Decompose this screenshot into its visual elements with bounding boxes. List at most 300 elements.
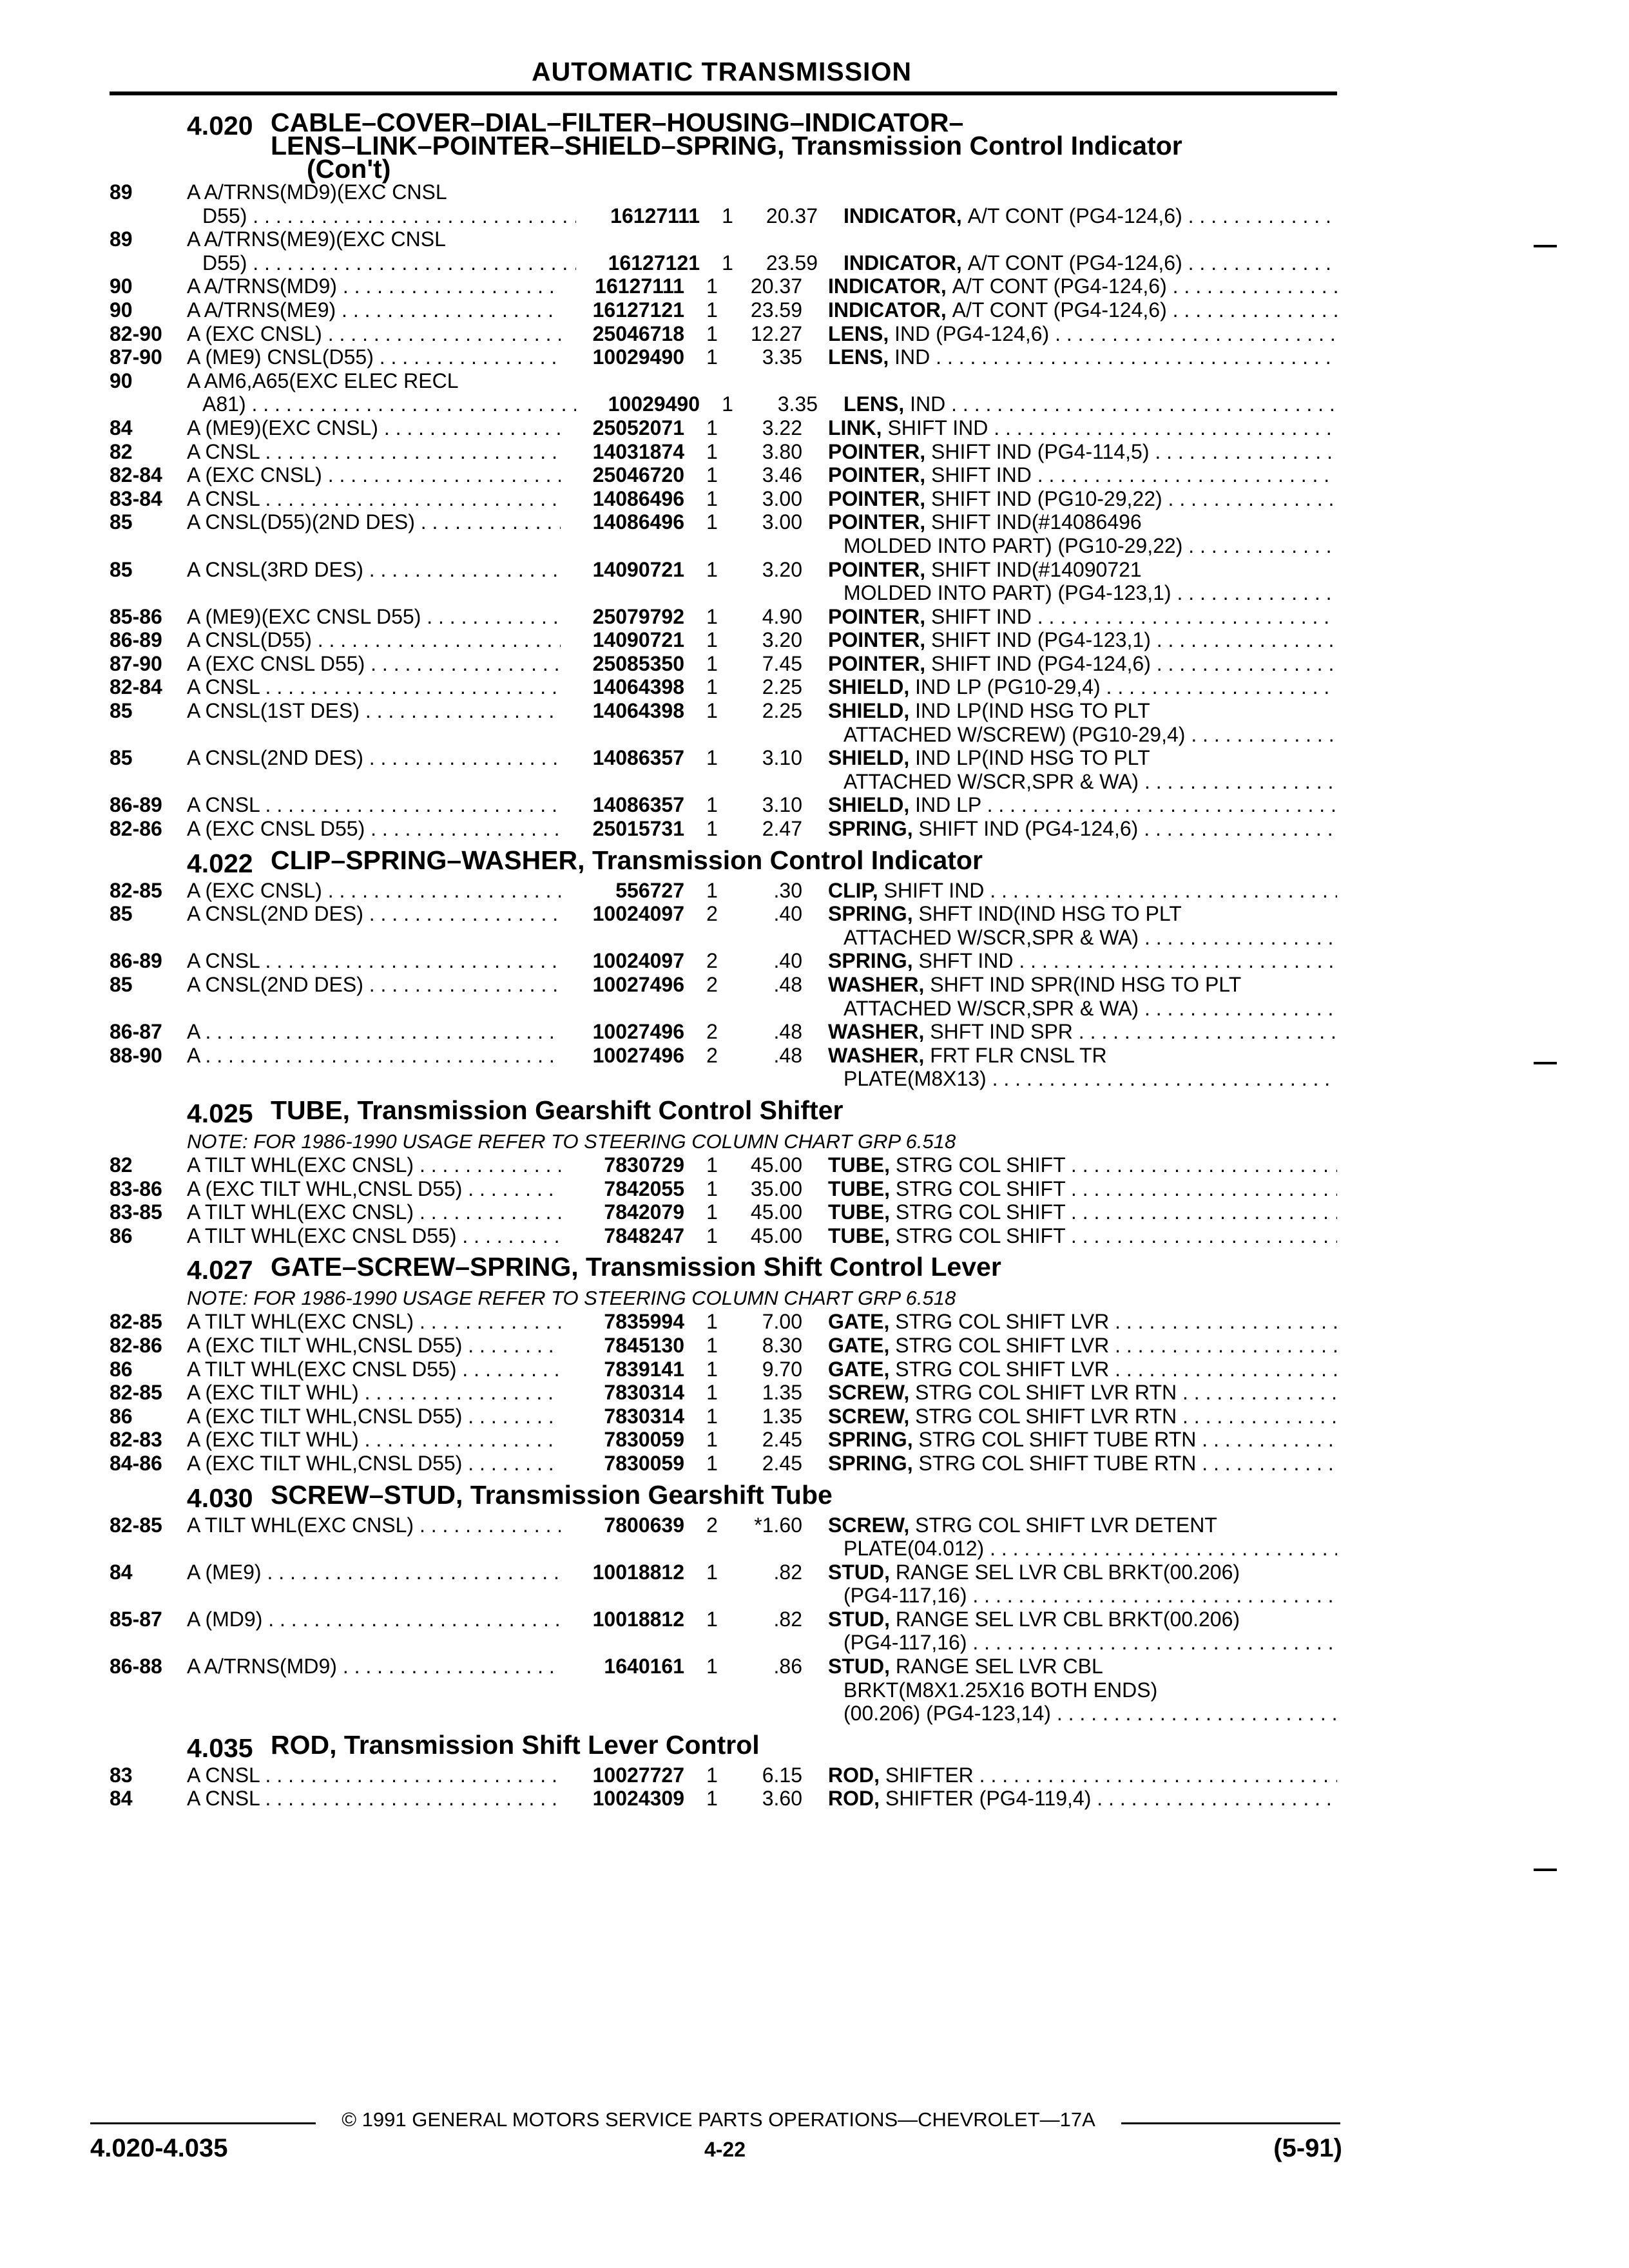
description-text: SHIFTER bbox=[885, 1763, 974, 1787]
table-row bbox=[110, 1561, 1337, 1584]
table-row bbox=[110, 793, 1337, 817]
price: 8.30 bbox=[762, 1333, 802, 1357]
price: 3.00 bbox=[762, 510, 802, 534]
description-noun: INDICATOR, bbox=[828, 298, 952, 322]
description bbox=[828, 1224, 1337, 1248]
table-row bbox=[110, 605, 1337, 629]
quantity bbox=[689, 1631, 735, 1655]
price: 3.22 bbox=[762, 416, 802, 439]
description-noun: STUD, bbox=[828, 1560, 896, 1584]
usage bbox=[187, 770, 561, 794]
part-number: 10027496 bbox=[592, 1043, 684, 1067]
description-noun: TUBE, bbox=[828, 1153, 896, 1177]
price: 2.25 bbox=[762, 699, 802, 723]
description-text: A/T CONT (PG4-124,6) bbox=[952, 274, 1167, 298]
model-years: 86 bbox=[110, 1224, 133, 1247]
model-years: 83-84 bbox=[110, 486, 162, 510]
quantity: 1 bbox=[706, 878, 718, 902]
model-years: 83 bbox=[110, 1763, 133, 1787]
part-number bbox=[561, 534, 689, 558]
part-number: 7830729 bbox=[604, 1153, 684, 1177]
usage bbox=[187, 1631, 561, 1655]
part-number: 14064398 bbox=[592, 699, 684, 723]
description bbox=[828, 1561, 1337, 1584]
quantity: 1 bbox=[706, 675, 718, 699]
table-row bbox=[110, 1631, 1337, 1655]
price: *1.60 bbox=[754, 1513, 802, 1537]
usage: A CNSL . . . bbox=[187, 440, 561, 464]
description-noun: POINTER, bbox=[828, 604, 932, 628]
model-years: 84 bbox=[110, 1787, 133, 1811]
part-number: 16127111 bbox=[610, 204, 700, 227]
price: 3.46 bbox=[762, 463, 802, 487]
model-years: 86-89 bbox=[110, 949, 162, 973]
description-text: IND bbox=[894, 345, 930, 369]
price: 1.35 bbox=[762, 1404, 802, 1428]
model-years bbox=[110, 770, 187, 794]
table-row bbox=[110, 1358, 1337, 1381]
model-years: 85 bbox=[110, 557, 133, 581]
part-number: 10029490 bbox=[608, 392, 700, 416]
margin-mark bbox=[1534, 1869, 1557, 1871]
quantity bbox=[689, 1702, 735, 1725]
description bbox=[828, 605, 1337, 629]
table-row bbox=[110, 1655, 1337, 1678]
price: 20.37 bbox=[766, 204, 818, 227]
description-noun: CLIP, bbox=[828, 878, 884, 902]
price: 23.59 bbox=[750, 298, 802, 322]
usage: A CNSL . . . bbox=[187, 1787, 561, 1811]
description bbox=[828, 1452, 1337, 1475]
table-row bbox=[110, 997, 1337, 1021]
quantity bbox=[689, 1537, 735, 1561]
usage: A (EXC TILT WHL,CNSL D55) . . . bbox=[187, 1405, 561, 1428]
section-title bbox=[271, 1729, 760, 1760]
part-number bbox=[561, 1678, 689, 1702]
model-years bbox=[110, 534, 187, 558]
description-noun: POINTER, bbox=[828, 651, 932, 675]
section-heading bbox=[110, 1479, 1337, 1514]
description bbox=[828, 1334, 1337, 1358]
quantity: 1 bbox=[706, 628, 718, 652]
part-number: 10029490 bbox=[592, 345, 684, 369]
description-text: STRG COL SHIFT TUBE RTN bbox=[918, 1451, 1197, 1475]
header-rule bbox=[110, 91, 1337, 95]
model-years: 87-90 bbox=[110, 651, 162, 675]
footer-date: (5-91) bbox=[1273, 2134, 1342, 2162]
table-row bbox=[110, 1177, 1337, 1201]
model-years bbox=[110, 1631, 187, 1655]
part-number: 7830314 bbox=[604, 1381, 684, 1405]
price: 3.80 bbox=[762, 439, 802, 463]
usage bbox=[187, 534, 561, 558]
section-number: 4.030 bbox=[187, 1483, 253, 1513]
part-number: 10027727 bbox=[592, 1763, 684, 1787]
table-row bbox=[110, 440, 1337, 464]
part-number: 7845130 bbox=[604, 1333, 684, 1357]
description-noun: SPRING, bbox=[828, 949, 919, 973]
description-text: SHIFT IND(#14086496 bbox=[931, 510, 1142, 534]
part-number: 25052071 bbox=[592, 416, 684, 439]
quantity: 1 bbox=[706, 1655, 718, 1678]
description bbox=[828, 510, 1337, 534]
table-row bbox=[110, 1514, 1337, 1537]
description-text: A/T CONT (PG4-124,6) bbox=[967, 251, 1182, 274]
section-number: 4.035 bbox=[187, 1733, 253, 1763]
part-number: 14090721 bbox=[592, 557, 684, 581]
usage: A (ME9)(EXC CNSL) . . . bbox=[187, 416, 561, 440]
usage: A (EXC TILT WHL,CNSL D55) . . . bbox=[187, 1177, 561, 1201]
description bbox=[828, 699, 1337, 723]
section-title-line bbox=[271, 845, 983, 875]
quantity: 1 bbox=[706, 463, 718, 487]
price: 45.00 bbox=[750, 1200, 802, 1224]
table-row bbox=[110, 746, 1337, 770]
description-text: SHIFT IND(#14090721 bbox=[931, 557, 1142, 581]
part-number: 7830314 bbox=[604, 1404, 684, 1428]
description bbox=[828, 463, 1337, 487]
section-heading bbox=[110, 1252, 1337, 1285]
quantity: 2 bbox=[706, 949, 718, 973]
model-years: 86-87 bbox=[110, 1020, 162, 1044]
usage: A TILT WHL(EXC CNSL) . . . bbox=[187, 1200, 561, 1224]
description-noun: SHIELD, bbox=[828, 793, 916, 817]
model-years: 85 bbox=[110, 902, 133, 926]
section-heading bbox=[110, 108, 1337, 184]
price: .86 bbox=[773, 1655, 802, 1678]
price bbox=[735, 1678, 828, 1702]
table-row bbox=[110, 699, 1337, 723]
table-row bbox=[110, 1608, 1337, 1631]
part-number: 7842079 bbox=[604, 1200, 684, 1224]
description-noun: POINTER, bbox=[828, 510, 932, 534]
description-text: STRG COL SHIFT LVR RTN bbox=[915, 1404, 1177, 1428]
description bbox=[828, 770, 1337, 794]
quantity: 1 bbox=[706, 604, 718, 628]
part-number bbox=[561, 997, 689, 1021]
description-text: MOLDED INTO PART) (PG4-123,1) bbox=[843, 581, 1171, 605]
part-number: 25046720 bbox=[592, 463, 684, 487]
description-noun: SHIELD, bbox=[828, 699, 916, 723]
description-text: SHIFT IND bbox=[887, 416, 988, 439]
model-years: 90 bbox=[110, 298, 133, 322]
part-number bbox=[561, 1631, 689, 1655]
description bbox=[828, 879, 1337, 903]
part-number: 10024309 bbox=[592, 1787, 684, 1811]
table-row bbox=[110, 902, 1337, 926]
part-number: 556727 bbox=[615, 878, 684, 902]
part-number: 10018812 bbox=[592, 1560, 684, 1584]
description bbox=[828, 227, 1337, 251]
part-number: 16127111 bbox=[595, 274, 684, 298]
table-row bbox=[110, 817, 1337, 841]
description bbox=[828, 926, 1337, 950]
description-text: IND bbox=[910, 392, 946, 416]
part-number: 25046718 bbox=[592, 322, 684, 345]
description bbox=[828, 1381, 1337, 1405]
description-text: STRG COL SHIFT LVR RTN bbox=[915, 1381, 1177, 1405]
table-row bbox=[110, 558, 1337, 582]
description bbox=[828, 1020, 1337, 1044]
quantity bbox=[689, 723, 735, 747]
description-text: SHFT IND SPR(IND HSG TO PLT bbox=[930, 973, 1242, 996]
model-years: 85-86 bbox=[110, 604, 162, 628]
usage: A CNSL . . . bbox=[187, 949, 561, 973]
quantity: 1 bbox=[706, 793, 718, 817]
price: 12.27 bbox=[750, 322, 802, 345]
usage: A AM6,A65(EXC ELEC RECL bbox=[187, 369, 459, 392]
model-years: 82-90 bbox=[110, 322, 162, 345]
price bbox=[735, 1702, 828, 1725]
description-noun: LENS, bbox=[843, 392, 911, 416]
quantity: 1 bbox=[706, 298, 718, 322]
part-number bbox=[561, 723, 689, 747]
usage: A A/TRNS(ME9) . . . bbox=[187, 298, 561, 322]
part-number: 16127121 bbox=[592, 298, 684, 322]
description-noun: SPRING, bbox=[828, 1451, 919, 1475]
usage bbox=[187, 723, 561, 747]
usage bbox=[187, 1584, 561, 1608]
quantity: 1 bbox=[706, 699, 718, 723]
description bbox=[828, 1177, 1337, 1201]
table-row bbox=[110, 973, 1337, 997]
price: 45.00 bbox=[750, 1224, 802, 1247]
model-years: 83-85 bbox=[110, 1200, 162, 1224]
table-row bbox=[110, 1020, 1337, 1044]
quantity bbox=[689, 997, 735, 1021]
description-text: SHIFT IND (PG4-123,1) bbox=[931, 628, 1151, 652]
section-number: 4.025 bbox=[187, 1098, 253, 1128]
price bbox=[735, 1067, 828, 1091]
part-number: 10018812 bbox=[592, 1607, 684, 1631]
model-years: 82-86 bbox=[110, 817, 162, 841]
model-years: 82-84 bbox=[110, 675, 162, 699]
part-number bbox=[561, 1584, 689, 1608]
section-title-parts: LENS–LINK–POINTER–SHIELD–SPRING, bbox=[271, 131, 792, 160]
price bbox=[735, 1537, 828, 1561]
usage: A81) . . . bbox=[187, 392, 576, 416]
part-number: 14090721 bbox=[592, 628, 684, 652]
price bbox=[735, 1631, 828, 1655]
description-noun: POINTER, bbox=[828, 557, 932, 581]
description-text: SHFT IND bbox=[918, 949, 1014, 973]
table-row bbox=[110, 416, 1337, 440]
section-title-line bbox=[271, 1095, 843, 1125]
price: 3.60 bbox=[762, 1787, 802, 1811]
part-number bbox=[561, 1537, 689, 1561]
section-number: 4.022 bbox=[187, 848, 253, 878]
part-number bbox=[561, 770, 689, 794]
description-noun: WASHER, bbox=[828, 1020, 930, 1044]
usage: A (EXC CNSL D55) . . . bbox=[187, 817, 561, 841]
usage: A (ME9) CNSL(D55) . . . bbox=[187, 345, 561, 369]
usage: A (EXC TILT WHL,CNSL D55) . . . bbox=[187, 1452, 561, 1475]
price: 4.90 bbox=[762, 604, 802, 628]
table-row bbox=[110, 1044, 1337, 1068]
price: 20.37 bbox=[750, 274, 802, 298]
description-text: SHIFT IND (PG4-124,6) bbox=[931, 651, 1151, 675]
description bbox=[828, 558, 1337, 582]
part-number bbox=[561, 1067, 689, 1091]
usage: A CNSL(1ST DES) . . . bbox=[187, 699, 561, 723]
description-noun: INDICATOR, bbox=[843, 251, 968, 274]
usage: A TILT WHL(EXC CNSL D55) . . . bbox=[187, 1224, 561, 1248]
model-years: 82 bbox=[110, 439, 133, 463]
description-text: IND LP(IND HSG TO PLT bbox=[915, 699, 1150, 723]
table-row bbox=[110, 1678, 1337, 1702]
price: 3.10 bbox=[762, 793, 802, 817]
model-years bbox=[110, 1537, 187, 1561]
part-number bbox=[561, 926, 689, 950]
part-number: 10027496 bbox=[592, 1020, 684, 1044]
description-text: IND LP(IND HSG TO PLT bbox=[915, 746, 1150, 770]
table-row bbox=[110, 770, 1337, 794]
price: 3.10 bbox=[762, 746, 802, 770]
quantity: 1 bbox=[706, 1153, 718, 1177]
quantity: 1 bbox=[706, 1560, 718, 1584]
quantity: 1 bbox=[706, 1787, 718, 1811]
quantity: 1 bbox=[706, 746, 718, 770]
price: 7.45 bbox=[762, 651, 802, 675]
quantity: 1 bbox=[706, 1333, 718, 1357]
section-title-parts: GATE–SCREW–SPRING, bbox=[271, 1252, 586, 1282]
model-years: 85 bbox=[110, 510, 133, 534]
description-noun: SPRING, bbox=[828, 817, 919, 841]
description bbox=[828, 1608, 1337, 1631]
quantity bbox=[689, 534, 735, 558]
model-years: 86 bbox=[110, 1357, 133, 1381]
price: 3.35 bbox=[777, 392, 818, 416]
part-number bbox=[561, 180, 689, 204]
usage: A (EXC TILT WHL,CNSL D55) . . . bbox=[187, 1334, 561, 1358]
table-row bbox=[110, 1584, 1337, 1608]
description bbox=[828, 1537, 1337, 1561]
table-row bbox=[110, 1702, 1337, 1725]
table-row bbox=[110, 652, 1337, 676]
section-title-description: Transmission Shift Control Lever bbox=[586, 1252, 1001, 1282]
section-title-description: Transmission Control Indicator bbox=[791, 131, 1182, 160]
quantity: 1 bbox=[722, 251, 733, 274]
quantity: 1 bbox=[706, 1177, 718, 1200]
model-years: 87-90 bbox=[110, 345, 162, 369]
usage: A CNSL . . . bbox=[187, 487, 561, 511]
quantity: 1 bbox=[706, 1428, 718, 1452]
description bbox=[828, 949, 1337, 973]
usage: A CNSL . . . bbox=[187, 675, 561, 699]
quantity: 1 bbox=[706, 1310, 718, 1334]
model-years bbox=[110, 204, 187, 228]
part-number: 14086496 bbox=[592, 510, 684, 534]
description-text: STRG COL SHIFT LVR bbox=[895, 1333, 1110, 1357]
quantity: 1 bbox=[722, 204, 733, 227]
description-noun: SPRING, bbox=[828, 1428, 919, 1452]
description-noun: SCREW, bbox=[828, 1404, 916, 1428]
part-number: 7848247 bbox=[604, 1224, 684, 1247]
description-text: ATTACHED W/SCREW) (PG10-29,4) bbox=[843, 722, 1186, 746]
price: 45.00 bbox=[750, 1153, 802, 1177]
description-noun: STUD, bbox=[828, 1607, 896, 1631]
description-noun: ROD, bbox=[828, 1763, 885, 1787]
description-text: STRG COL SHIFT LVR bbox=[895, 1357, 1110, 1381]
description bbox=[828, 440, 1337, 464]
quantity: 1 bbox=[706, 416, 718, 439]
footer-section-range: 4.020-4.035 bbox=[90, 2134, 228, 2162]
quantity bbox=[689, 1067, 735, 1091]
usage: A CNSL(D55)(2ND DES) . . . bbox=[187, 510, 561, 534]
model-years: 84-86 bbox=[110, 1451, 162, 1475]
part-number bbox=[561, 581, 689, 605]
description-text: (PG4-117,16) bbox=[843, 1631, 967, 1655]
part-number: 10027496 bbox=[592, 973, 684, 996]
price: 2.47 bbox=[762, 817, 802, 841]
quantity: 1 bbox=[706, 817, 718, 841]
model-years: 86-88 bbox=[110, 1655, 162, 1678]
description-text: SHIFT IND (PG4-124,6) bbox=[918, 817, 1139, 841]
table-row bbox=[110, 1224, 1337, 1248]
usage bbox=[187, 581, 561, 605]
usage: A A/TRNS(MD9)(EXC CNSL bbox=[187, 180, 447, 204]
usage bbox=[187, 1678, 561, 1702]
part-number: 25079792 bbox=[592, 604, 684, 628]
usage: A CNSL(2ND DES) . . . bbox=[187, 746, 561, 770]
part-number bbox=[561, 227, 689, 251]
section-title-description: Transmission Shift Lever Control bbox=[343, 1729, 760, 1760]
model-years: 85-87 bbox=[110, 1607, 162, 1631]
description-noun: LINK, bbox=[828, 416, 888, 439]
description-noun: INDICATOR, bbox=[828, 274, 952, 298]
table-row bbox=[110, 879, 1337, 903]
quantity bbox=[689, 369, 735, 393]
model-years bbox=[110, 723, 187, 747]
usage: A TILT WHL(EXC CNSL D55) . . . bbox=[187, 1358, 561, 1381]
description-text: BRKT(M8X1.25X16 BOTH ENDS) bbox=[843, 1678, 1158, 1702]
quantity bbox=[689, 180, 735, 204]
description-noun: GATE, bbox=[828, 1310, 896, 1334]
part-number: 7830059 bbox=[604, 1451, 684, 1475]
price: 3.20 bbox=[762, 557, 802, 581]
price: .48 bbox=[773, 1043, 802, 1067]
table-row bbox=[110, 392, 1337, 416]
description-noun: GATE, bbox=[828, 1333, 896, 1357]
price: .82 bbox=[773, 1607, 802, 1631]
usage: A (ME9)(EXC CNSL D55) . . . bbox=[187, 605, 561, 629]
description bbox=[828, 902, 1337, 926]
description-text: STRG COL SHIFT LVR bbox=[895, 1310, 1110, 1334]
description-noun: STUD, bbox=[828, 1655, 896, 1678]
description-text: PLATE(M8X13) bbox=[843, 1067, 987, 1091]
description bbox=[828, 1358, 1337, 1381]
description-text: ATTACHED W/SCR,SPR & WA) bbox=[843, 925, 1139, 949]
description-text: ATTACHED W/SCR,SPR & WA) bbox=[843, 769, 1139, 793]
quantity: 1 bbox=[706, 1224, 718, 1247]
usage: A CNSL(2ND DES) . . . bbox=[187, 902, 561, 926]
table-row bbox=[110, 675, 1337, 699]
table-row bbox=[110, 1200, 1337, 1224]
section-heading bbox=[110, 1095, 1337, 1129]
usage: A A/TRNS(MD9) . . . bbox=[187, 1655, 561, 1678]
part-number: 1640161 bbox=[604, 1655, 684, 1678]
section-title-parts: CLIP–SPRING–WASHER, bbox=[271, 845, 592, 875]
table-row bbox=[110, 298, 1337, 322]
usage: A . . . bbox=[187, 1044, 561, 1068]
description-text: STRG COL SHIFT TUBE RTN bbox=[918, 1428, 1197, 1452]
model-years bbox=[110, 251, 187, 275]
price: .48 bbox=[773, 1020, 802, 1044]
table-row bbox=[110, 345, 1337, 369]
description bbox=[828, 723, 1337, 747]
model-years bbox=[110, 1702, 187, 1725]
description bbox=[843, 392, 1337, 416]
